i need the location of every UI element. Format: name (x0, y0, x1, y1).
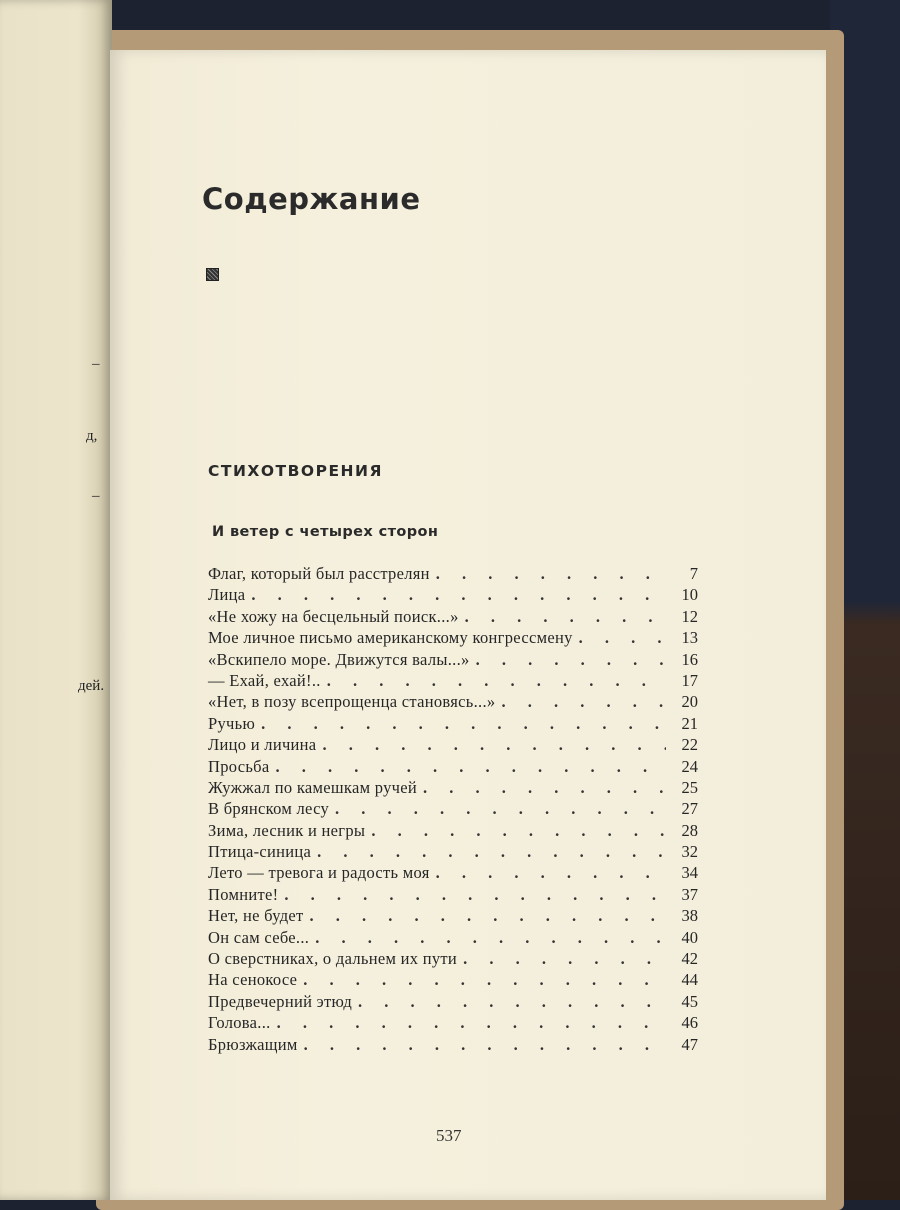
toc-entry-page: 22 (681, 735, 698, 755)
toc-dot-leader (327, 671, 666, 691)
toc-entry-title: Голова... (208, 1013, 271, 1033)
left-page-fragment: д, (86, 428, 98, 444)
table-of-contents (208, 564, 698, 1056)
toc-entry-page: 34 (681, 863, 698, 883)
toc-entry-page: 44 (681, 970, 698, 990)
toc-entry-page: 46 (681, 1013, 698, 1033)
toc-dot-leader (277, 1013, 666, 1033)
toc-entry (208, 778, 698, 799)
toc-entry-page: 13 (681, 628, 698, 648)
ornament-icon (206, 268, 219, 281)
left-page-fragment: – (92, 488, 100, 504)
toc-entry (208, 949, 698, 970)
toc-entry-page: 32 (681, 842, 698, 862)
toc-dot-leader (465, 607, 666, 627)
toc-dot-leader (322, 735, 666, 755)
toc-dot-leader (579, 628, 666, 648)
toc-dot-leader (317, 842, 666, 862)
toc-entry-title: Просьба (208, 756, 270, 776)
page-heading: Содержание (202, 182, 421, 216)
left-page (0, 0, 112, 1200)
toc-entry-page: 37 (681, 884, 698, 904)
toc-entry-title: Флаг, который был расстрелян (208, 564, 430, 583)
toc-entry-page: 16 (681, 649, 698, 669)
toc-entry-title: Птица-синица (208, 842, 312, 862)
section-title: СТИХОТВОРЕНИЯ (208, 462, 383, 480)
toc-entry (208, 1035, 698, 1056)
toc-entry-page: 28 (681, 820, 698, 840)
toc-entry (208, 799, 698, 820)
toc-dot-leader (423, 778, 666, 798)
toc-entry (208, 928, 698, 949)
toc-entry (208, 992, 698, 1013)
toc-entry-title: — Ехай, ехай!.. (208, 670, 321, 690)
toc-entry-page: 27 (681, 799, 698, 819)
toc-entry-page: 7 (689, 564, 698, 583)
toc-entry-page: 42 (681, 949, 698, 969)
toc-dot-leader (315, 928, 666, 948)
toc-dot-leader (310, 906, 666, 926)
toc-dot-leader (303, 970, 666, 990)
toc-entry-title: Мое личное письмо американскому конгрессмену (208, 628, 573, 648)
toc-dot-leader (335, 799, 666, 819)
toc-entry (208, 628, 698, 649)
toc-entry-title: О сверстниках, о дальнем их пути (208, 949, 458, 969)
toc-entry-title: «Не хожу на бесцельный поиск...» (208, 606, 459, 626)
right-page (110, 50, 826, 1200)
toc-dot-leader (284, 885, 666, 905)
toc-entry-title: «Вскипело море. Движутся валы...» (208, 649, 470, 669)
toc-dot-leader (476, 650, 666, 670)
toc-dot-leader (251, 585, 666, 605)
toc-entry-page: 17 (681, 670, 698, 690)
toc-entry-title: Лица (208, 585, 246, 605)
toc-entry-title: Нет, не будет (208, 906, 304, 926)
toc-entry-title: Зима, лесник и негры (208, 820, 366, 840)
toc-entry-title: Жужжал по камешкам ручей (208, 777, 417, 797)
toc-dot-leader (463, 949, 666, 969)
toc-dot-leader (358, 992, 666, 1012)
toc-entry-page: 40 (681, 927, 698, 947)
toc-entry-page: 10 (681, 585, 698, 605)
toc-dot-leader (371, 821, 666, 841)
page-number: 537 (436, 1126, 462, 1145)
toc-entry (208, 757, 698, 778)
toc-entry (208, 692, 698, 713)
toc-entry (208, 821, 698, 842)
toc-entry-page: 38 (681, 906, 698, 926)
toc-entry-title: Предвечерний этюд (208, 991, 353, 1011)
toc-entry-page: 47 (681, 1034, 698, 1054)
toc-entry (208, 842, 698, 863)
toc-entry-title: Брюзжащим (208, 1034, 298, 1054)
toc-dot-leader (276, 757, 667, 777)
toc-entry-title: В брянском лесу (208, 799, 330, 819)
toc-entry (208, 585, 698, 606)
toc-dot-leader (501, 692, 666, 712)
left-page-fragment: – (92, 356, 100, 372)
toc-entry-title: Лето — тревога и радость моя (208, 863, 430, 883)
toc-entry-title: Лицо и личина (208, 735, 317, 755)
left-page-fragment: дей. (78, 678, 105, 694)
toc-entry (208, 564, 698, 585)
toc-entry-title: Он сам себе... (208, 927, 310, 947)
toc-entry (208, 650, 698, 671)
toc-entry-page: 12 (681, 606, 698, 626)
toc-entry (208, 863, 698, 884)
toc-entry-page: 45 (681, 991, 698, 1011)
toc-dot-leader (261, 714, 666, 734)
toc-entry-page: 24 (681, 756, 698, 776)
toc-entry-title: «Нет, в позу всепрощенца становясь...» (208, 692, 496, 712)
subsection-title: И ветер с четырех сторон (212, 524, 439, 540)
toc-entry-page: 21 (681, 713, 698, 733)
toc-entry (208, 714, 698, 735)
toc-entry (208, 906, 698, 927)
toc-entry (208, 1013, 698, 1034)
toc-entry (208, 970, 698, 991)
toc-entry (208, 885, 698, 906)
toc-entry (208, 735, 698, 756)
toc-entry-page: 20 (681, 692, 698, 712)
toc-entry-title: Ручью (208, 713, 256, 733)
toc-entry (208, 671, 698, 692)
toc-dot-leader (436, 564, 666, 584)
toc-dot-leader (304, 1035, 666, 1055)
toc-entry-title: Помните! (208, 884, 279, 904)
toc-dot-leader (436, 863, 666, 883)
toc-entry (208, 607, 698, 628)
toc-entry-page: 25 (681, 777, 698, 797)
toc-entry-title: На сенокосе (208, 970, 298, 990)
